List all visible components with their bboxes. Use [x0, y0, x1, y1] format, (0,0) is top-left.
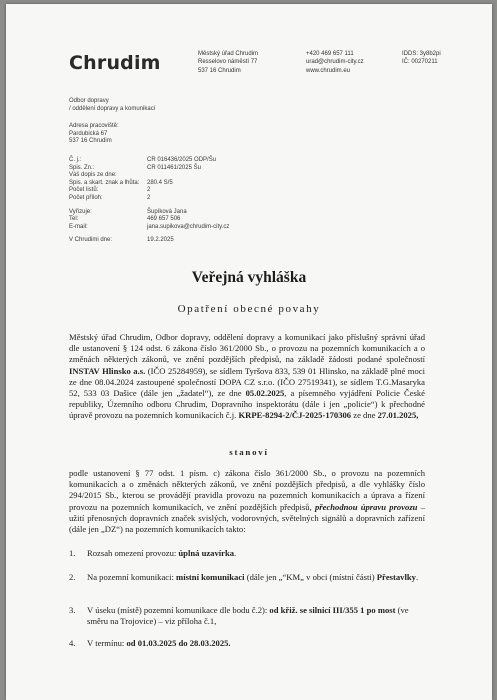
meta-row: E-mail: jana.supikova@chrudim-city.cz [69, 223, 230, 230]
decision-heading: stanoví [229, 447, 269, 457]
document-page [6, 4, 492, 700]
meta-row: Počet příloh: 2 [69, 194, 151, 201]
office-address: Městský úřad Chrudim Resselovo náměstí 77 537 16 Chrudim [198, 51, 259, 74]
list-item: 3. V úseku (místě) pozemní komunikace dle bodu č.2): od křiž. se silnicí III/355 1 po most (ve směru na Trojovice) – viz příloha č.1, [69, 605, 409, 627]
document-title: Veřejná vyhláška [191, 269, 307, 286]
legal-basis-paragraph: podle ustanovení § 77 odst. 1 písm. c) zákona číslo 361/2000 Sb., o provozu na pozemních komunikacích a o změnách některých zákonů, ve znění pozdějších předpisů, a dle vyhlášky číslo 294/2015 Sb., kterou se provádějí pravidla provozu na pozemních komunikacích a úprava a řízení provozu na pozemních komunikacích, ve znění pozdějších předpisů, přechodnou úpravu provozu – užití přenosných dopravních značek svislých, vodorovných, světelných signálů a dopravních zařízení (dále jen „DZ“) na pozemních komunikacích takto: [69, 468, 426, 535]
document-subtitle: Opatření obecné povahy [177, 303, 321, 315]
office-contact: +420 469 657 111 urad@chrudim-city.cz www.chrudim.eu [306, 51, 364, 74]
department-block: Odbor dopravy / oddělení dopravy a komunikací [69, 98, 156, 112]
office-ids: IDDS: 3y8b2pi IČ: 00270211 [402, 51, 441, 66]
meta-row: Počet listů: 2 [69, 187, 151, 194]
list-item: 4. V termínu: od 01.03.2025 do 28.03.2025. [69, 638, 231, 648]
chrudim-logo: Chrudim [69, 52, 161, 74]
workplace-address: Adresa pracoviště: Pardubická 67 537 16 Chrudim [69, 123, 119, 145]
meta-row: Vyřizuje: Šupíková Jana [69, 208, 187, 215]
meta-row: V Chrudimi dne: 19.2.2025 [69, 237, 174, 244]
list-item: 2. Na pozemní komunikaci: místní komunikaci (dále jen „“KM„ v obci (místní části) Přestavlky. [69, 572, 419, 582]
meta-row: Váš dopis ze dne: [69, 172, 117, 179]
meta-row: Č. j.: CR 016436/2025 ODP/Šu [69, 157, 217, 163]
meta-row: Spis. Zn.: CR 011461/2025 Šu [69, 164, 201, 171]
intro-paragraph: Městský úřad Chrudim, Odbor dopravy, oddělení dopravy a komunikací jako příslušný správní úřad dle ustanovení § 124 odst. 6 zákona číslo 361/2000 Sb., o provozu na pozemních komunikacích a o změnách některých zákonů, ve znění pozdějších předpisů, na základě žádosti podané společností INSTAV Hlinsko a.s. (IČO 25284959), se sídlem Tyršova 833, 539 01 Hlinsko, na základě plné moci ze dne 08.04.2024 zastoupené společností DOPA CZ s.r.o. (IČO 27519341), se sídlem T.G.Masaryka 52, 533 03 Dašice (dále jen „žadatel“), ze dne 05.02.2025, a písemného vyjádření Policie České republiky, Územního odboru Chrudim, Dopravního inspektorátu (dále i jen „policie“) k přechodné úpravě provozu na pozemních komunikacích č.j. KRPE-8294-2/ČJ-2025-170306 ze dne 27.01.2025, [69, 332, 425, 421]
meta-row: Spis. a skart. znak a lhůta: 280.4 S/5 [69, 179, 173, 186]
meta-row: Tel: 469 657 506 [69, 216, 181, 223]
reference-metadata [69, 157, 229, 245]
list-item: 1. Rozsah omezení provozu: úplná uzavírka. [69, 548, 237, 558]
